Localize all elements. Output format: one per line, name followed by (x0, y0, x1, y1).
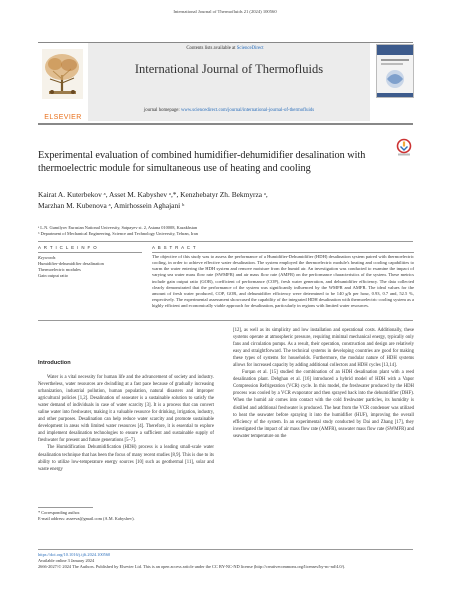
footnotes (38, 510, 214, 522)
body-paragraph: Water is a vital necessity for human life and the advancement of society and industry. Nevertheless, water resources are dwindling at a fast pace because of gradually increasing urbanization, industrial pollution, human population, natural disasters and improper agricultural policies [1,2]. Desalination of seawater is a sustainable solution to satisfy the water demand of individuals in case of water scarcity [3]. It is a process that can convert saline water into freshwater, making it a valuable resource for drinking, irrigation, industry, and other purposes. Desalination can help reduce water scarcity and promote sustainable development in areas with limited water resources [4]. Therefore, it is essential to explore and implement desalination technologies to ensure a sufficient and sustainable supply of freshwater for present and future generations [5–7]. (38, 375, 214, 444)
abstract-heading: A B S T R A C T (152, 245, 197, 250)
header-divider (38, 241, 413, 242)
affiliation-b: ᵇ Department of Mechanical Engineering, Science and Technology University, Tehran, Iran (38, 231, 198, 237)
elsevier-wordmark: ELSEVIER (44, 114, 82, 121)
keyword-list (38, 261, 148, 279)
keyword-item: Thermoelectric modules (38, 267, 81, 272)
body-right-column (233, 327, 414, 440)
keywords-label: Keywords (38, 255, 56, 260)
authors-line-1: Kairat A. Kuterbekov ᵃ, Asset M. Kabyshev ᵃ,*, Kenzhebatyr Zh. Bekmyrza ᵃ, (38, 190, 268, 199)
contents-prefix: Contents lists available at (186, 46, 237, 51)
article-info-heading: A R T I C L E I N F O (38, 245, 98, 250)
contents-line (95, 46, 355, 51)
homepage-link[interactable]: www.sciencedirect.com/journal/international-journal-of-thermofluids (180, 108, 315, 113)
elsevier-logo (40, 45, 85, 115)
authors-line-2: Marzhan M. Kubenova ᵃ, Amirhossein Aghajani ᵇ (38, 200, 185, 210)
journal-cover-thumbnail (376, 44, 414, 98)
abstract-text: The objective of this study was to assess the performance of a Humidifier-Dehumidifier (HDH) desalination system paired with thermoelectric cooling, in order to achieve effective water desalination. The system employed the thermoelectric module's heating and cooling capabilities to warm the water entering the HDH system and remove moisture from the humid air. An investigation was conducted to examine the impact of varying sea water mass flow rate (SWMFR) and air mass flow rate (AMFR) on the performance characteristics of the system. These metrics include gain output ratio (GOR), coefficient of performance (COP), fresh water generation, and dehumidifier efficiency. The data collected clearly demonstrated that the performance of the system was significantly influenced by the WMFR and AMFR. The ideal values for the amount of fresh water produced, COP, GOR, and dehumidifier efficiency were determined to be 140 g/h per hour, 0.93, 0.7 and, 52.5 %, respectively. The experimental assessment showcased the capability of the integrated HDH desalination with thermoelectric cooling system as a highly efficient and economically viable approach for desalination, particularly in regions with limited water resources. (152, 254, 414, 309)
article-info-divider (38, 252, 142, 253)
body-paragraph: Furqan et al. [15] studied the combination of an HDH desalination plant with a reed desalination plant. Dehghan et al. [16] introduced a hybrid model of HDH with a Vapor Compression Refrigeration (VCR) cycle. In this model, the freshwater produced by the HDH process was cooled by a VCR evaporator and then sprayed back into the dehumidifier (DHF). When the humid air comes into contact with the cold freshwater particles, its humidity is distilled and additional freshwater is produced. The heat from the VCR condenser was utilized to heat the seawater before spraying it into the humidifier (HUF), improving the overall efficiency of the system. In an experimental study conducted by Dai and Zhang [17], they investigated the impact of air mass flow rate (AMFR), seawater mass flow rate (SWMFR) and seawater temperature on the (233, 370, 414, 439)
footer-divider (38, 549, 413, 550)
footnote-divider (38, 507, 93, 508)
journal-title: International Journal of Thermofluids (134, 62, 324, 76)
introduction-heading: Introduction (38, 360, 71, 366)
keyword-item: Humidifier-dehumidifier desalination (38, 261, 104, 266)
email-address-note: E-mail address: asseeva@gmail.com (A.M. Kabyshev). (38, 516, 135, 521)
body-left-column (38, 374, 214, 473)
abstract-divider (152, 252, 414, 253)
body-paragraph: The Humidification Dehumidification (HDH) process is a leading small-scale water desalination technique that has been the focus of many recent studies [8,9]. This is due to its ability to utilize low-temperature energy sources [10] such as geothermal [11], solar and waste energy (38, 445, 214, 472)
homepage-label: journal homepage: (143, 108, 181, 113)
copyright-license: 2666-2027/© 2024 The Authors. Published by Elsevier Ltd. This is an open access article under the CC BY-NC-ND license (http://creativecommons.org/licenses/by-nc-nd/4.0/). (38, 563, 346, 569)
abstract-bottom-divider (38, 320, 413, 321)
sciencedirect-link[interactable]: ScienceDirect (236, 46, 264, 51)
affiliation-a: ᵃ L.N. Gumilyov Eurasian National University, Satpayev st. 2, Astana 010008, Kazakhstan (38, 225, 198, 230)
corresponding-author-note: * Corresponding author. (38, 510, 81, 515)
availability-date: Available online 3 January 2024 (38, 557, 95, 563)
keyword-item: Gain output ratio (38, 273, 68, 278)
author-list (38, 190, 413, 211)
body-paragraph: [12], as well as its simplicity and low installation and operational costs. Additionally, these systems operate at atmospheric pressure, requiring minimal mechanical energy, typically only fans and circulation pumps. As a result, their operation, construction and design are relatively easy and straightforward. The technical systems in developing countries are good for making these types of systems for households. Furthermore, the modular nature of HDH systems allows for increased capacity by adding additional collectors and HDH cycles [13,14]. (233, 328, 414, 369)
article-footer (38, 552, 413, 570)
running-header: International Journal of Thermofluids 21 (2024) 100560 (173, 9, 277, 14)
doi-link[interactable]: https://doi.org/10.1016/j.ijft.2024.100560 (38, 552, 111, 557)
affiliations (38, 225, 413, 237)
journal-homepage (88, 108, 370, 113)
article-title: Experimental evaluation of combined humidifier-dehumidifier desalination with thermoelectric module for simultaneous use of heating and cooling (38, 150, 366, 174)
